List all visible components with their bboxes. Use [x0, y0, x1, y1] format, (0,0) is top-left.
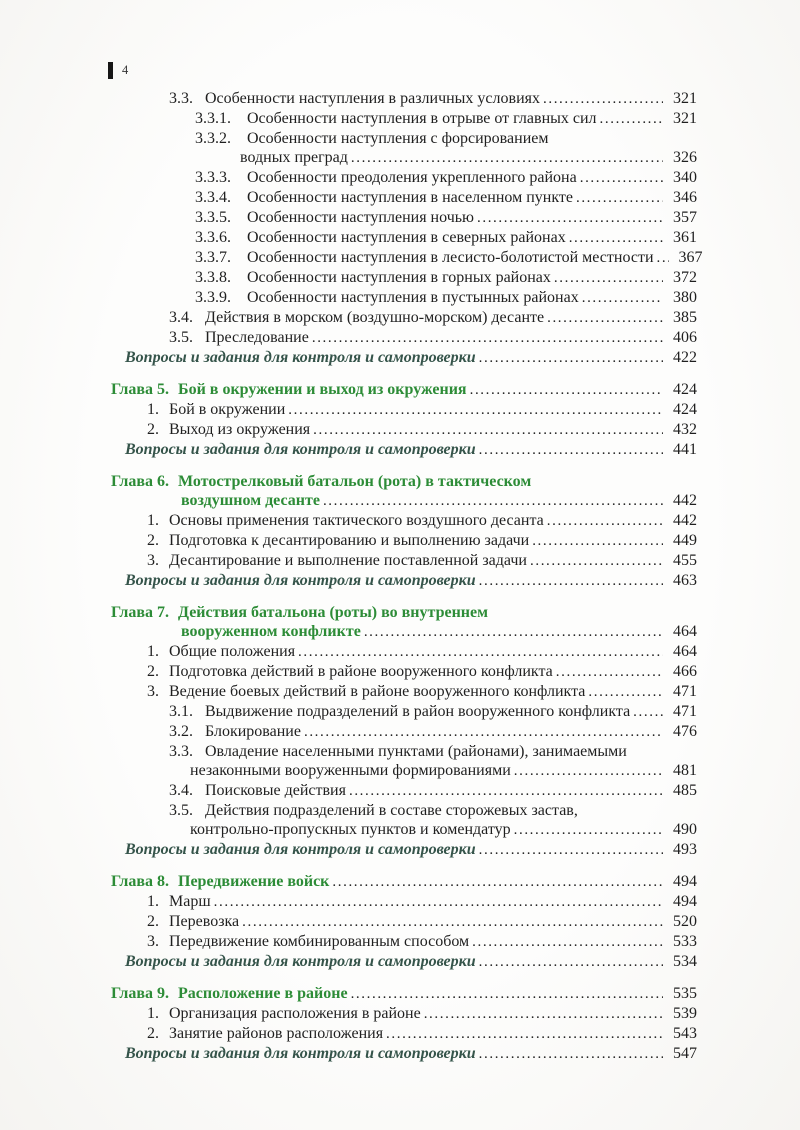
- toc-entry-title: Расположение в районе: [178, 985, 348, 1002]
- toc-row: [195, 248, 703, 268]
- toc-page-number: 432: [673, 421, 697, 438]
- toc-row: [169, 328, 697, 348]
- toc-page-number: 357: [673, 209, 697, 226]
- toc-entry-title: Вопросы и задания для контроля и самопроверки: [125, 572, 476, 589]
- dot-leader: [421, 1004, 663, 1024]
- toc-entry-number: 1.: [147, 893, 159, 910]
- toc-row: [169, 308, 697, 328]
- toc-page-number: 485: [673, 782, 697, 799]
- dot-leader: [551, 268, 663, 288]
- dot-leader: [239, 912, 663, 932]
- dot-leader: [469, 932, 663, 952]
- dot-leader: [579, 288, 663, 308]
- dot-leader: [348, 148, 663, 168]
- toc-entry-number: 3.5.: [169, 802, 193, 819]
- toc-row: [169, 89, 697, 109]
- toc-entry-title: Ведение боевых действий в районе вооруженного конфликта: [169, 683, 586, 700]
- toc-entry-number: 3.2.: [169, 723, 193, 740]
- toc-entry-title: Особенности преодоления укрепленного района: [247, 169, 577, 186]
- toc-entry-number: 3.3.9.: [195, 289, 231, 306]
- dot-leader: [211, 892, 663, 912]
- toc-row: [147, 932, 697, 952]
- dot-leader: [474, 208, 663, 228]
- toc-entry-number: Глава 5.: [111, 381, 169, 398]
- toc-entry-title: Блокирование: [205, 723, 301, 740]
- toc-entry-title: Занятие районов расположения: [169, 1025, 384, 1042]
- toc-row: [169, 722, 697, 742]
- toc-entry-number: 3.4.: [169, 782, 193, 799]
- toc-row: [147, 400, 697, 420]
- toc-entry-title: Действия батальона (роты) во внутреннем: [178, 604, 489, 621]
- toc-page-number: 326: [673, 149, 697, 166]
- toc-entry-title: Десантирование и выполнение поставленной задачи: [169, 552, 527, 569]
- toc-entry-number: 3.: [147, 683, 159, 700]
- toc-entry-number: 3.3.8.: [195, 269, 231, 286]
- toc-row: [147, 420, 697, 440]
- toc-entry-title: Особенности наступления в пустынных районах: [247, 289, 579, 306]
- toc-entry-number: 3.4.: [169, 309, 193, 326]
- dot-leader: [511, 761, 663, 781]
- dot-leader: [348, 984, 663, 1004]
- toc-page-number: 372: [673, 269, 697, 286]
- toc-page-number: 490: [673, 821, 697, 838]
- toc-page-number: 442: [673, 492, 697, 509]
- toc-row: [125, 1044, 697, 1064]
- toc-entry-number: Глава 7.: [111, 604, 169, 621]
- dot-leader: [577, 168, 663, 188]
- toc-entry-title: Подготовка действий в районе вооруженного конфликта: [169, 663, 553, 680]
- toc-entry-number: 2.: [147, 913, 159, 930]
- dot-leader: [310, 420, 663, 440]
- toc-row: [147, 682, 697, 702]
- table-of-contents: [111, 89, 703, 1064]
- toc-row: [147, 892, 697, 912]
- dot-leader: [476, 1044, 663, 1064]
- toc-page-number: 449: [673, 532, 697, 549]
- toc-page-number: 367: [678, 249, 703, 266]
- toc-entry-number: 1.: [147, 643, 159, 660]
- toc-page-number: 463: [673, 572, 697, 589]
- toc-entry-title: Поисковые действия: [205, 782, 346, 799]
- toc-entry-title: Особенности наступления в отрыве от главных сил: [247, 110, 597, 127]
- toc-page-number: 535: [673, 985, 697, 1002]
- dot-leader: [295, 642, 663, 662]
- dot-leader: [476, 840, 663, 860]
- toc-entry-title: Мотострелковый батальон (рота) в тактическом: [178, 473, 532, 490]
- toc-entry-title: Основы применения тактического воздушного десанта: [169, 512, 544, 529]
- toc-page-number: 346: [673, 189, 697, 206]
- dot-leader: [329, 872, 663, 892]
- dot-leader: [529, 531, 663, 551]
- toc-page-number: 494: [673, 873, 697, 890]
- toc-row: [195, 268, 697, 288]
- toc-entry-number: Глава 9.: [111, 985, 169, 1002]
- toc-page-number: 533: [673, 933, 697, 950]
- toc-entry-number: 3.3.1.: [195, 110, 231, 127]
- toc-entry-title: Преследование: [205, 329, 309, 346]
- toc-entry-title: Подготовка к десантированию и выполнению задачи: [169, 532, 530, 549]
- toc-entry-number: 3.3.7.: [195, 249, 231, 266]
- toc-entry-title: Бой в окружении: [169, 401, 286, 418]
- toc-entry-title: Особенности наступления в населенном пункте: [247, 189, 573, 206]
- toc-row: [181, 622, 697, 642]
- dot-leader: [361, 622, 663, 642]
- toc-row: [147, 551, 697, 571]
- toc-row: [195, 208, 697, 228]
- toc-page-number: 422: [673, 349, 697, 366]
- toc-entry-number: 3.: [147, 552, 159, 569]
- toc-entry-number: 3.: [147, 933, 159, 950]
- toc-entry-title: Вопросы и задания для контроля и самопроверки: [125, 1045, 476, 1062]
- toc-row: [125, 440, 697, 460]
- toc-row: [147, 1024, 697, 1044]
- toc-entry-number: Глава 8.: [111, 873, 169, 890]
- dot-leader: [654, 248, 669, 268]
- dot-leader: [320, 491, 663, 511]
- toc-row: [147, 531, 697, 551]
- toc-entry-title: Особенности наступления в различных условиях: [205, 90, 540, 107]
- toc-entry-number: 2.: [147, 532, 159, 549]
- dot-leader: [544, 308, 663, 328]
- toc-entry-number: 3.3.4.: [195, 189, 231, 206]
- dot-leader: [511, 820, 663, 840]
- toc-page-number: 441: [673, 441, 697, 458]
- toc-row: [190, 761, 697, 781]
- toc-entry-number: 3.5.: [169, 329, 193, 346]
- toc-entry-title: Передвижение комбинированным способом: [169, 933, 470, 950]
- toc-page-number: 442: [673, 512, 697, 529]
- toc-page-number: 471: [673, 683, 697, 700]
- toc-row: [147, 912, 697, 932]
- dot-leader: [476, 571, 663, 591]
- toc-entry-number: 3.3.2.: [195, 130, 231, 147]
- toc-entry-title: Бой в окружении и выход из окружения: [178, 381, 467, 398]
- toc-page-number: 464: [673, 623, 697, 640]
- toc-entry-number: 1.: [147, 401, 159, 418]
- toc-row: [111, 380, 697, 400]
- dot-leader: [540, 89, 663, 109]
- dot-leader: [553, 662, 663, 682]
- toc-entry-title: Вопросы и задания для контроля и самопроверки: [125, 441, 476, 458]
- dot-leader: [309, 328, 663, 348]
- toc-entry-title: Вопросы и задания для контроля и самопроверки: [125, 953, 476, 970]
- toc-entry-number: Глава 6.: [111, 473, 169, 490]
- toc-entry-title: Действия подразделений в составе сторожевых застав,: [205, 802, 578, 819]
- dot-leader: [597, 109, 663, 129]
- toc-entry-number: 3.1.: [169, 703, 193, 720]
- toc-entry-number: 1.: [147, 512, 159, 529]
- toc-row: [195, 168, 697, 188]
- toc-entry-number: 2.: [147, 1025, 159, 1042]
- toc-page-number: 424: [673, 401, 697, 418]
- toc-entry-title: Перевозка: [169, 913, 240, 930]
- toc-page-number: 471: [673, 703, 697, 720]
- toc-page-number: 385: [673, 309, 697, 326]
- toc-entry-title: Вопросы и задания для контроля и самопроверки: [125, 349, 476, 366]
- toc-entry-number: 3.3.: [169, 90, 193, 107]
- toc-row: [169, 742, 697, 761]
- toc-row: [240, 148, 697, 168]
- toc-row: [111, 603, 697, 622]
- toc-row: [147, 662, 697, 682]
- toc-page-number: 380: [673, 289, 697, 306]
- toc-row: [169, 781, 697, 801]
- toc-entry-title: вооруженном конфликте: [181, 623, 361, 640]
- toc-row: [195, 188, 697, 208]
- toc-entry-title: Овладение населенными пунктами (районами), занимаемыми: [205, 743, 627, 760]
- dot-leader: [544, 511, 663, 531]
- toc-row: [195, 129, 697, 148]
- toc-entry-number: 2.: [147, 663, 159, 680]
- toc-page-number: 424: [673, 381, 697, 398]
- dot-leader: [301, 722, 663, 742]
- toc-row: [125, 840, 697, 860]
- toc-entry-title: Общие положения: [169, 643, 296, 660]
- toc-page-number: 476: [673, 723, 697, 740]
- page-corner-marker: [108, 62, 129, 79]
- toc-entry-title: Вопросы и задания для контроля и самопроверки: [125, 841, 476, 858]
- toc-entry-title: Особенности наступления с форсированием: [247, 130, 549, 147]
- dot-leader: [585, 682, 663, 702]
- toc-entry-number: 1.: [147, 1005, 159, 1022]
- toc-page-number: 481: [673, 762, 697, 779]
- toc-page-number: 361: [673, 229, 697, 246]
- toc-row: [181, 491, 697, 511]
- toc-entry-title: Марш: [169, 893, 211, 910]
- toc-page-number: 340: [673, 169, 697, 186]
- toc-page-number: 494: [673, 893, 697, 910]
- toc-entry-title: незаконными вооруженными формированиями: [190, 762, 511, 779]
- dot-leader: [467, 380, 663, 400]
- toc-entry-title: водных преград: [240, 149, 348, 166]
- toc-row: [195, 228, 697, 248]
- toc-entry-number: 2.: [147, 421, 159, 438]
- toc-page-number: 321: [673, 90, 697, 107]
- toc-page-number: 534: [673, 953, 697, 970]
- dot-leader: [346, 781, 663, 801]
- corner-rule: [108, 62, 113, 79]
- toc-row: [125, 571, 697, 591]
- toc-entry-title: Особенности наступления в северных районах: [247, 229, 566, 246]
- toc-entry-title: Особенности наступления в лесисто-болотистой местности: [247, 249, 654, 266]
- toc-entry-title: Организация расположения в районе: [169, 1005, 421, 1022]
- dot-leader: [476, 348, 663, 368]
- toc-page-number: 493: [673, 841, 697, 858]
- toc-page-number: 543: [673, 1025, 697, 1042]
- toc-row: [147, 511, 697, 531]
- toc-entry-number: 3.3.6.: [195, 229, 231, 246]
- toc-row: [111, 984, 697, 1004]
- toc-row: [195, 288, 697, 308]
- dot-leader: [527, 551, 663, 571]
- toc-entry-title: Выдвижение подразделений в район вооруженного конфликта: [205, 703, 631, 720]
- toc-entry-title: Особенности наступления ночью: [247, 209, 474, 226]
- toc-entry-number: 3.3.3.: [195, 169, 231, 186]
- toc-row: [111, 872, 697, 892]
- toc-page-number: 547: [673, 1045, 697, 1062]
- toc-page-number: 464: [673, 643, 697, 660]
- toc-entry-number: 3.3.5.: [195, 209, 231, 226]
- dot-leader: [573, 188, 663, 208]
- toc-row: [111, 472, 697, 491]
- toc-row: [147, 642, 697, 662]
- toc-entry-title: Действия в морском (воздушно-морском) десанте: [205, 309, 545, 326]
- toc-entry-number: 3.3.: [169, 743, 193, 760]
- toc-entry-title: Передвижение войск: [178, 873, 330, 890]
- toc-page-number: 406: [673, 329, 697, 346]
- dot-leader: [476, 440, 663, 460]
- toc-row: [125, 348, 697, 368]
- dot-leader: [630, 702, 663, 722]
- toc-page-number: 520: [673, 913, 697, 930]
- dot-leader: [566, 228, 663, 248]
- toc-row: [190, 820, 697, 840]
- dot-leader: [476, 952, 663, 972]
- toc-row: [169, 801, 697, 820]
- toc-entry-title: контрольно-пропускных пунктов и комендатур: [190, 821, 511, 838]
- toc-row: [195, 109, 697, 129]
- dot-leader: [383, 1024, 663, 1044]
- toc-row: [169, 702, 697, 722]
- toc-row: [125, 952, 697, 972]
- toc-page-number: 539: [673, 1005, 697, 1022]
- toc-entry-title: воздушном десанте: [181, 492, 320, 509]
- corner-page-number: 4: [122, 63, 129, 77]
- toc-page-number: 455: [673, 552, 697, 569]
- toc-page-number: 466: [673, 663, 697, 680]
- toc-page-number: 321: [673, 110, 697, 127]
- toc-row: [147, 1004, 697, 1024]
- toc-entry-title: Особенности наступления в горных районах: [247, 269, 551, 286]
- toc-entry-title: Выход из окружения: [169, 421, 311, 438]
- dot-leader: [285, 400, 663, 420]
